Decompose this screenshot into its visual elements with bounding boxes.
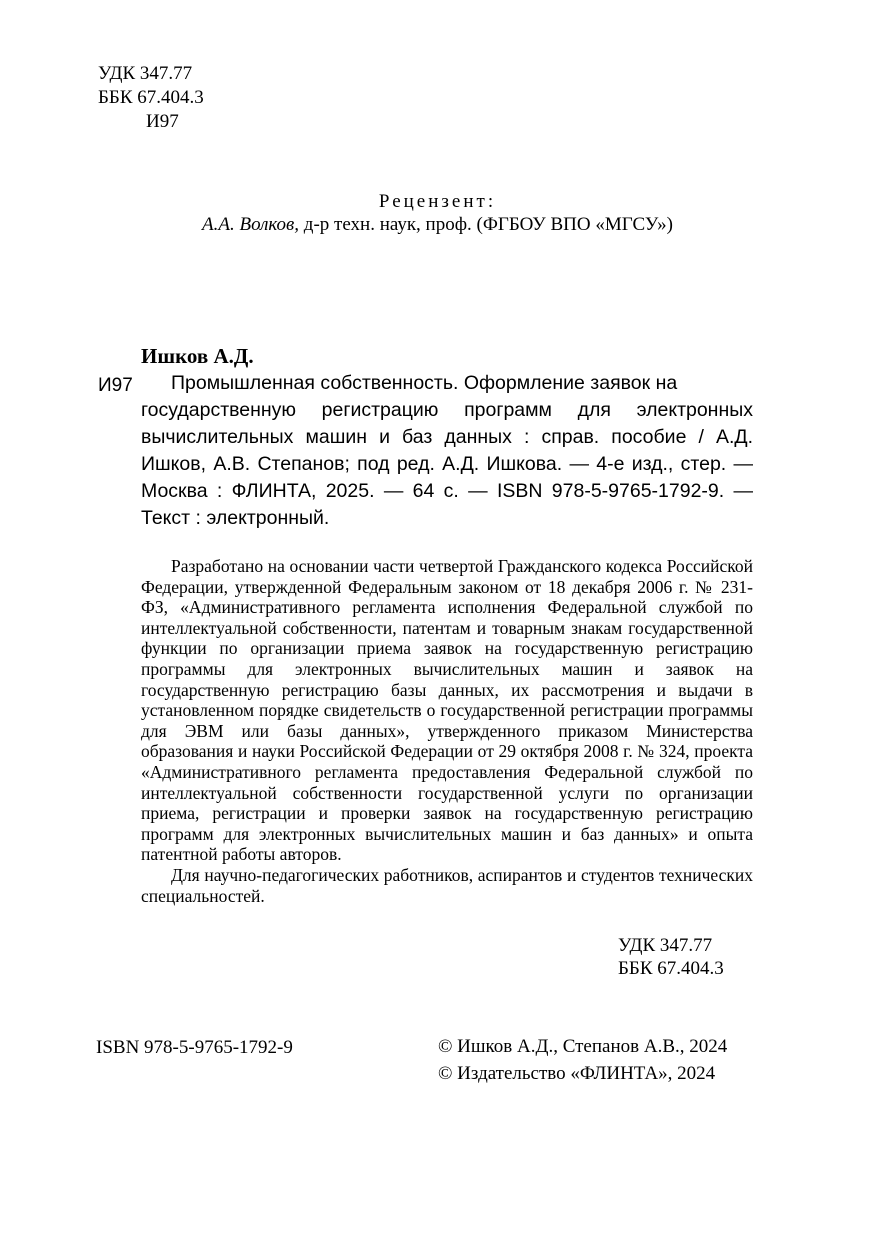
annotation-paragraph: Разработано на основании части четвертой Гражданского кодекса Российской Федерации, утвержденной Федеральным законом от 18 декабря 2006 г. № 231-ФЗ, «Административного регламента исполнения Федеральной службой по интеллектуальной собственности, патентам и товарным знакам государственной функции по организации приема заявок на государственную регистрацию программы для электронных вычислительных машин и заявок на государственную регистрацию базы данных, их рассмотрения и выдачи в установленном порядке свидетельств о государственной регистрации программы для ЭВМ или базы данных», утвержденного приказом Министерства образования и науки Российской Федерации от 29 октября 2008 г. № 324, проекта «Административного регламента предоставления Федеральной службой по интеллектуальной собственности государственной услуги по организации приема, регистрации и проверки заявок на государственную регистрацию программ для электронных вычислительных машин и баз данных» и опыта патентной работы авторов. — [141, 556, 753, 865]
bibliographic-description — [141, 370, 753, 532]
isbn: ISBN 978-5-9765-1792-9 — [96, 1037, 293, 1058]
bbk-code: ББК 67.404.3 — [98, 87, 204, 108]
copyright-block — [438, 1033, 727, 1087]
reviewer-line — [0, 214, 875, 236]
bbk-code-bottom: ББК 67.404.3 — [618, 958, 724, 979]
bibliographic-first-line: Промышленная собственность. Оформление заявок на — [171, 372, 678, 394]
bibliographic-rest: государственную регистрацию программ для электронных вычислительных машин и баз данных : справ. пособие / А.Д. Ишков, А.В. Степанов; под ред. А.Д. Ишкова. — 4-е изд., стер. — Москва : ФЛИНТА, 2025. — 64 с. — ISBN 978-5-9765-1792-9. — Текст : электронный. — [141, 399, 753, 529]
reviewer-heading: Рецензент: — [378, 191, 497, 212]
catalog-author: Ишков А.Д. — [141, 344, 254, 368]
annotation-audience: Для научно-педагогических работников, аспирантов и студентов технических специальностей. — [141, 864, 753, 906]
copyright-publisher: © Издательство «ФЛИНТА», 2024 — [438, 1063, 716, 1084]
classification-top — [98, 62, 204, 134]
udk-code-bottom: УДК 347.77 — [618, 935, 713, 956]
author-mark: И97 — [146, 111, 179, 132]
copyright-authors: © Ишков А.Д., Степанов А.В., 2024 — [438, 1036, 728, 1057]
reviewer-details: д-р техн. наук, проф. (ФГБОУ ВПО «МГСУ») — [303, 214, 673, 235]
udk-code: УДК 347.77 — [98, 63, 193, 84]
reviewer-name: А.А. Волков, — [202, 214, 300, 235]
annotation — [141, 556, 753, 906]
catalog-code: И97 — [98, 375, 133, 396]
classification-bottom — [618, 934, 724, 980]
